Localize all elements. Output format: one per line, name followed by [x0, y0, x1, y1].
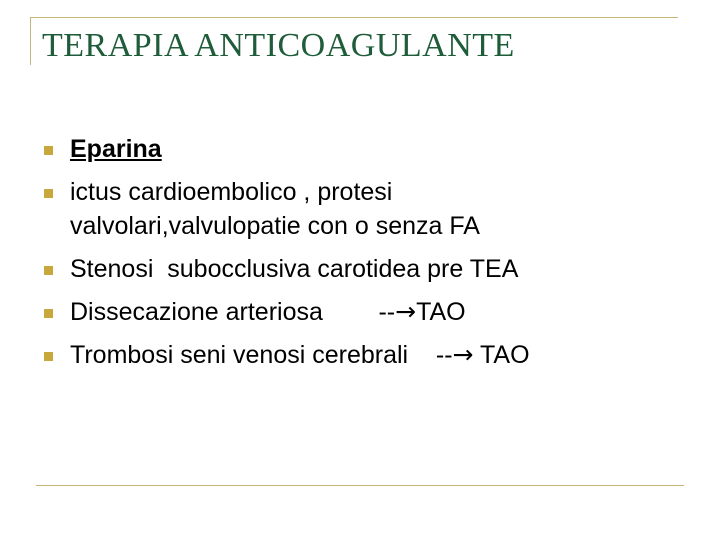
- bullet-text: Eparina: [70, 135, 162, 163]
- bullet-text-after: TAO: [473, 341, 530, 369]
- bullet-item-dissecazione: [42, 295, 692, 329]
- right-arrow-icon: →: [395, 297, 417, 326]
- slide-title: TERAPIA ANTICOAGULANTE: [42, 27, 515, 64]
- square-bullet-icon: [44, 189, 53, 198]
- bullet-text-line2: valvolari,valvulopatie con o senza FA: [70, 212, 480, 240]
- square-bullet-icon: [44, 266, 53, 275]
- bullet-text: Trombosi seni venosi cerebrali --: [70, 341, 453, 369]
- right-arrow-icon: →: [452, 340, 474, 369]
- bullet-item-ictus: [42, 175, 692, 243]
- bullet-list: [42, 132, 692, 381]
- top-rule: [30, 17, 678, 18]
- bullet-text-line1: ictus cardioembolico , protesi: [70, 178, 393, 206]
- bullet-item-eparina: [42, 132, 692, 166]
- bullet-item-stenosi: [42, 252, 692, 286]
- left-rule: [30, 17, 31, 65]
- bottom-rule: [36, 485, 684, 486]
- bullet-text-after: TAO: [416, 298, 466, 326]
- square-bullet-icon: [44, 309, 53, 318]
- bullet-text: Dissecazione arteriosa --: [70, 298, 396, 326]
- square-bullet-icon: [44, 352, 53, 361]
- bullet-item-trombosi: [42, 338, 692, 372]
- square-bullet-icon: [44, 146, 53, 155]
- bullet-text: Stenosi subocclusiva carotidea pre TEA: [70, 255, 519, 283]
